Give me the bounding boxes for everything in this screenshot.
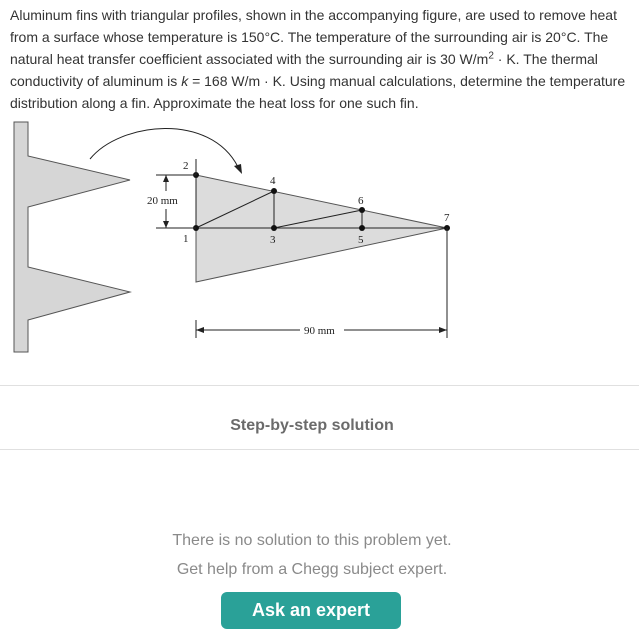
problem-superscript: 2 <box>488 50 494 62</box>
node-label-7: 7 <box>444 212 450 224</box>
section-divider-bottom <box>0 449 639 450</box>
wall-with-fins <box>14 122 130 352</box>
node-3 <box>271 225 277 231</box>
no-solution-line-2: Get help from a Chegg subject expert. <box>176 561 448 578</box>
length-arrow-right <box>439 327 447 333</box>
height-arrow-down <box>163 221 169 228</box>
magnify-arrowhead <box>234 164 242 174</box>
problem-text-part3: = 168 W/m · K. Using manual calculations, determine the temperature distribution along a fin. Approximate the heat loss for one such fin. <box>10 73 626 111</box>
node-label-2: 2 <box>183 160 189 172</box>
section-divider-top <box>0 385 639 386</box>
node-label-4: 4 <box>270 175 276 187</box>
magnify-arrow <box>90 128 238 167</box>
problem-text-part1: Aluminum fins with triangular profiles, shown in the accompanying figure, are used to remove heat from a surface whose temperature is 150°C. The temperature of the surrounding air is 20°C. The natural heat transfer coefficient associated with the surrounding air is 30 W/m <box>10 7 617 67</box>
node-label-6: 6 <box>358 195 364 207</box>
height-dimension <box>156 159 196 228</box>
length-dimension-label: 90 mm <box>304 325 335 337</box>
height-arrow-up <box>163 175 169 182</box>
no-solution-message <box>0 526 624 584</box>
node-label-3: 3 <box>270 234 276 246</box>
length-arrow-left <box>196 327 204 333</box>
fin-diagram <box>0 112 639 362</box>
node-label-1: 1 <box>183 233 189 245</box>
solution-section-title: Step-by-step solution <box>230 417 394 434</box>
no-solution-line-1: There is no solution to this problem yet. <box>172 532 452 549</box>
problem-text-part2: · K. The thermal conductivity of aluminum is <box>10 51 598 89</box>
fin-figure <box>0 112 639 362</box>
problem-statement <box>10 4 630 114</box>
node-label-5: 5 <box>358 234 364 246</box>
height-dimension-label: 20 mm <box>147 195 178 207</box>
node-4 <box>271 188 277 194</box>
node-6 <box>359 207 365 213</box>
node-5 <box>359 225 365 231</box>
ask-an-expert-button[interactable]: Ask an expert <box>221 592 401 629</box>
problem-k-symbol: k <box>181 73 189 89</box>
